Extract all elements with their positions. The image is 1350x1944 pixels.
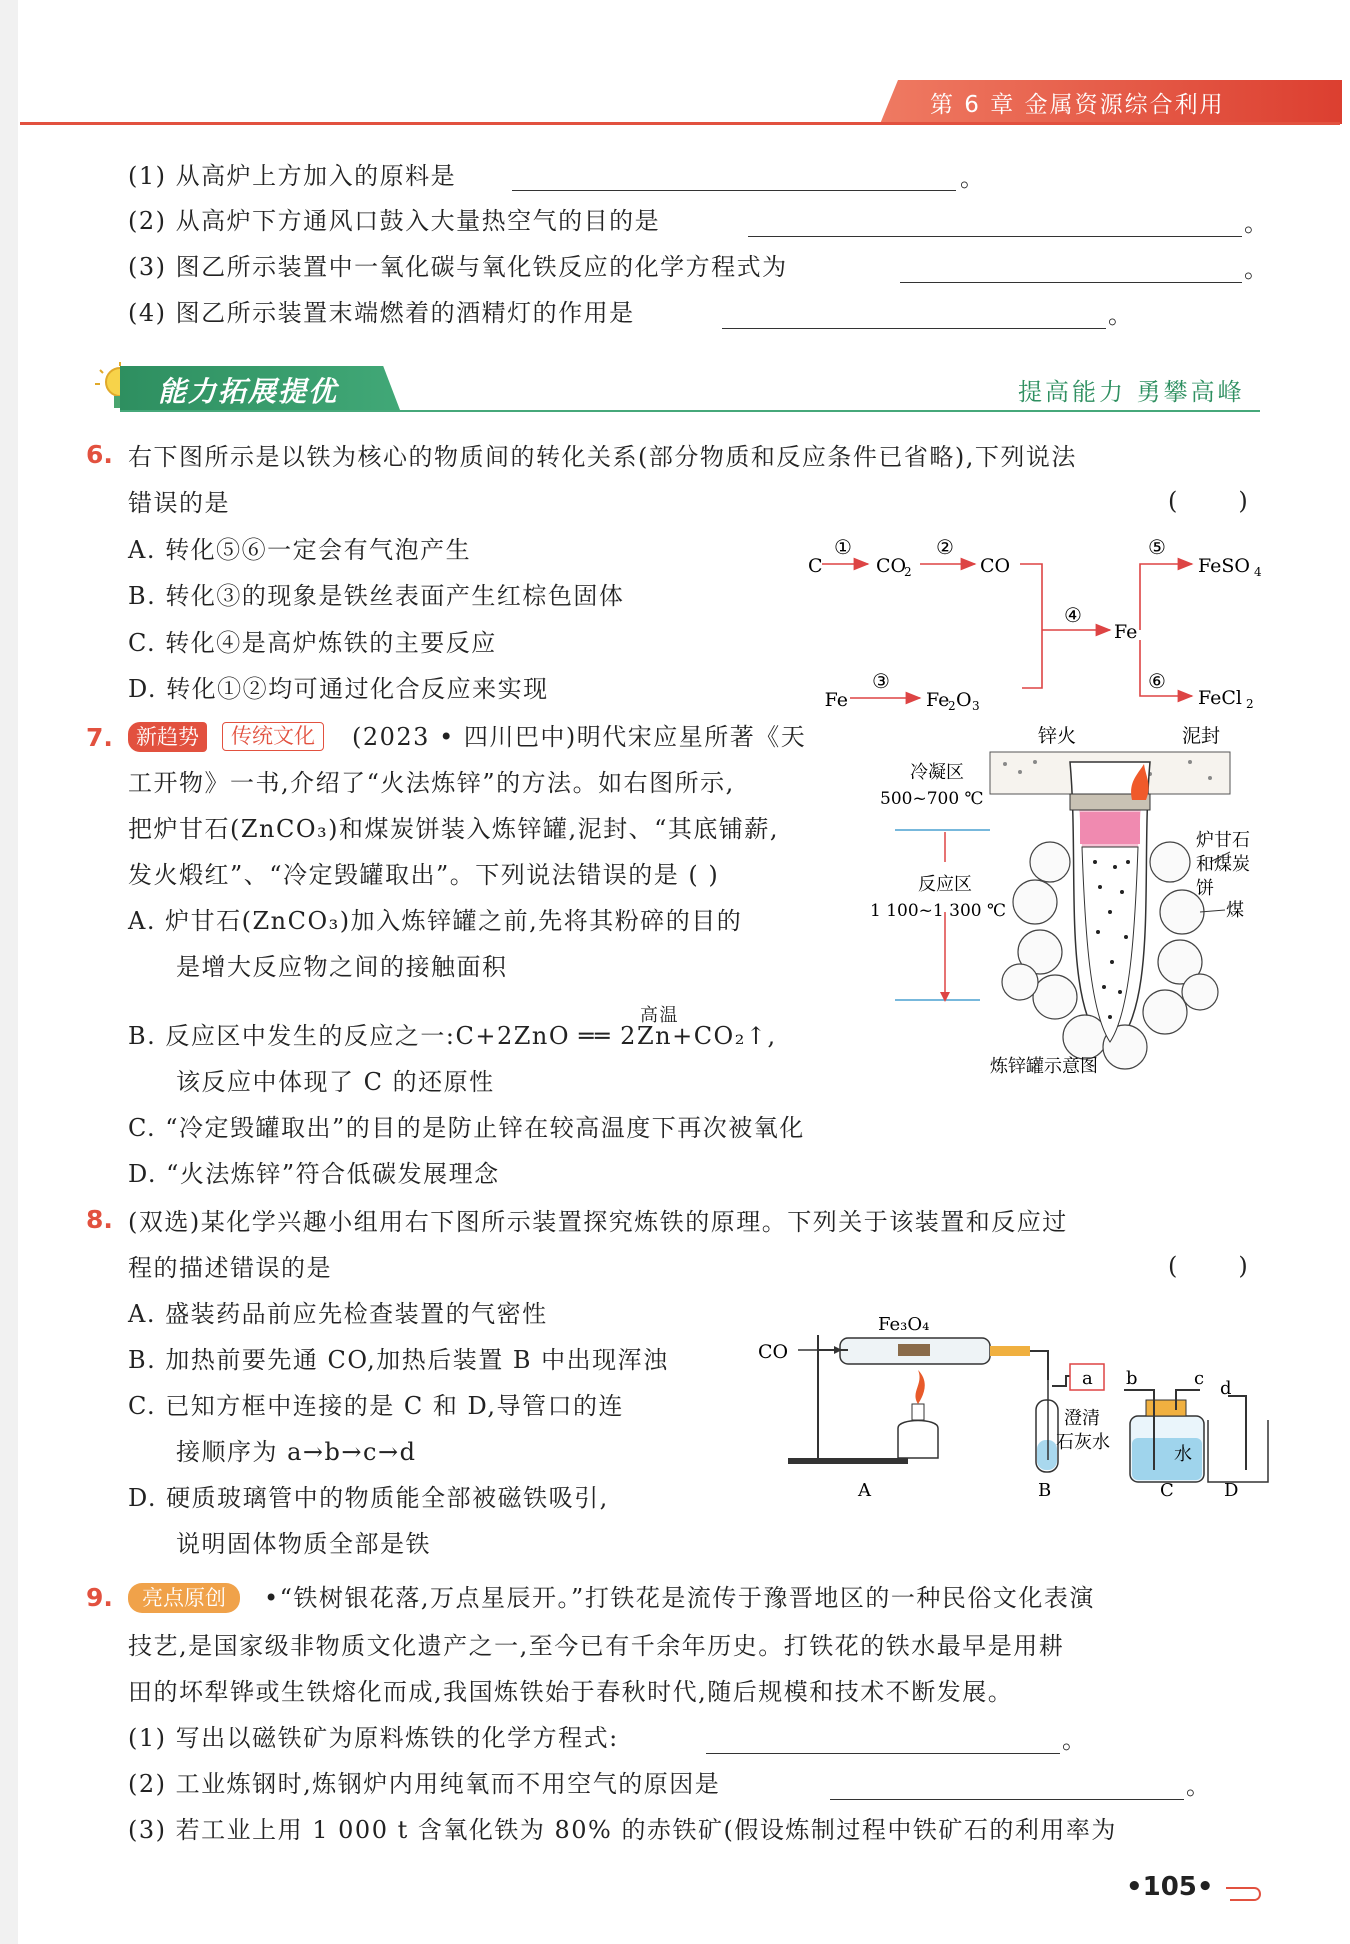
- section-rule: [120, 410, 1260, 412]
- diag-c: C: [808, 555, 823, 577]
- q9-end2: 。: [1186, 1772, 1212, 1800]
- q7-option-c[interactable]: C. “冷定毁罐取出”的目的是防止锌在较高温度下再次被氧化: [128, 1114, 805, 1142]
- q8-number: 8.: [86, 1205, 113, 1234]
- q6-option-c[interactable]: C. 转化④是高炉炼铁的主要反应: [128, 629, 497, 657]
- diag-n1: ①: [834, 535, 852, 559]
- fig7-zinc-fire: 锌火: [1038, 725, 1077, 747]
- diag-co2: CO: [876, 555, 907, 577]
- fig8-water: 水: [1174, 1444, 1192, 1465]
- q9-end1: 。: [1062, 1726, 1088, 1754]
- q9-sub2: (2) 工业炼钢时,炼钢炉内用纯氧而不用空气的原因是: [128, 1770, 721, 1798]
- q6-option-b[interactable]: B. 转化③的现象是铁丝表面产生红棕色固体: [128, 582, 625, 610]
- q5-sub2: (2) 从高炉下方通风口鼓入大量热空气的目的是: [128, 207, 661, 235]
- fig7-cond-temp: 500~700 ℃: [880, 789, 984, 809]
- q7-option-b-line1[interactable]: B. 反应区中发生的反应之一:C+2ZnO ══ 2Zn+CO₂↑,: [128, 1022, 777, 1050]
- page-number: •105•: [1126, 1872, 1214, 1902]
- fig8-label-b: B: [1038, 1480, 1052, 1501]
- fig7-cond-zone: 冷凝区: [910, 762, 964, 783]
- diag-fe2o3-sub1: 2: [948, 699, 956, 713]
- diag-co2-sub: 2: [904, 565, 912, 579]
- fig8-co: CO: [758, 1341, 789, 1363]
- fig8-label-d: D: [1224, 1480, 1239, 1501]
- diag-fe2o3-b: O: [956, 689, 972, 711]
- q8-stem-line1: (双选)某化学兴趣小组用右下图所示装置探究炼铁的原理。下列关于该装置和反应过: [128, 1208, 1068, 1236]
- fig7-coal: 煤: [1226, 900, 1244, 921]
- fig8-port-c: c: [1194, 1368, 1205, 1389]
- fig7-ore-line2: 和煤炭: [1196, 854, 1250, 875]
- diag-feso4: FeSO: [1198, 555, 1250, 577]
- diag-n5: ⑤: [1148, 535, 1166, 559]
- fig7-caption: 炼锌罐示意图: [990, 1056, 1098, 1077]
- q7-option-a-line2: 是增大反应物之间的接触面积: [176, 953, 508, 981]
- diag-feso4-sub: 4: [1254, 565, 1262, 579]
- q5-sub4: (4) 图乙所示装置末端燃着的酒精灯的作用是: [128, 299, 635, 327]
- q6-option-a[interactable]: A. 转化⑤⑥一定会有气泡产生: [128, 536, 472, 564]
- q8-answer-paren[interactable]: ( ): [1168, 1252, 1248, 1280]
- q7-stem-line1: (2023 • 四川巴中)明代宋应星所著《天: [352, 723, 807, 751]
- fig8-port-d: d: [1220, 1378, 1232, 1399]
- diag-fe-left: Fe: [824, 689, 848, 711]
- section-title: 能力拓展提优: [158, 375, 339, 408]
- diag-n2: ②: [936, 535, 954, 559]
- q5-blank2[interactable]: [748, 236, 1242, 237]
- q8-option-d-line2: 说明固体物质全部是铁: [176, 1530, 431, 1558]
- section-slogan: 提高能力 勇攀高峰: [1018, 378, 1245, 406]
- q6-stem-line1: 右下图所示是以铁为核心的物质间的转化关系(部分物质和反应条件已省略),下列说法: [128, 443, 1077, 471]
- q9-blank2[interactable]: [830, 1799, 1184, 1800]
- q7-number: 7.: [86, 723, 113, 752]
- q7-tag-trend: 新趋势: [128, 722, 207, 752]
- diag-fe2o3-sub2: 3: [972, 699, 980, 713]
- q9-blank1[interactable]: [706, 1753, 1060, 1754]
- q6-stem-line2: 错误的是: [128, 489, 230, 517]
- fig7-ore-line3: 饼: [1196, 878, 1214, 899]
- q8-option-a[interactable]: A. 盛装药品前应先检查装置的气密性: [128, 1300, 548, 1328]
- q7-stem-line4[interactable]: 发火煅红”、“冷定毁罐取出”。下列说法错误的是 ( ): [128, 861, 720, 889]
- q7-zinc-retort-figure: [870, 712, 1270, 1082]
- q7-tag-culture: 传统文化: [222, 722, 324, 751]
- diag-fecl2-sub: 2: [1246, 697, 1254, 711]
- q5-end4: 。: [1108, 301, 1134, 329]
- q9-number: 9.: [86, 1583, 113, 1612]
- q7-stem-line2: 工开物》一书,介绍了“火法炼锌”的方法。如右图所示,: [128, 769, 735, 797]
- q7-option-a-line1[interactable]: A. 炉甘石(ZnCO₃)加入炼锌罐之前,先将其粉碎的目的: [128, 907, 743, 935]
- q7-reaction-condition: 高温: [640, 1005, 679, 1026]
- fig8-label-a: A: [858, 1480, 871, 1501]
- q9-sub1: (1) 写出以磁铁矿为原料炼铁的化学方程式:: [128, 1724, 619, 1752]
- q9-tag-original: 亮点原创: [128, 1583, 240, 1613]
- fig7-react-zone: 反应区: [918, 874, 972, 895]
- fig8-port-b: b: [1126, 1368, 1138, 1389]
- fig7-react-temp: 1 100~1 300 ℃: [870, 901, 1006, 921]
- q8-apparatus-figure: [748, 1300, 1268, 1500]
- q5-blank1[interactable]: [512, 190, 956, 191]
- q6-answer-paren[interactable]: ( ): [1168, 487, 1248, 515]
- fig8-port-a: a: [1082, 1368, 1093, 1389]
- page-decoration-icon: [1224, 1880, 1264, 1904]
- q9-stem-line3: 田的坏犁铧或生铁熔化而成,我国炼铁始于春秋时代,随后规模和技术不断发展。: [128, 1678, 1014, 1706]
- fig7-ore-line1: 炉甘石: [1196, 830, 1250, 851]
- q5-end2: 。: [1244, 209, 1270, 237]
- q6-number: 6.: [86, 440, 113, 469]
- q5-blank4[interactable]: [722, 328, 1106, 329]
- chapter-title: 第 6 章 金属资源综合利用: [930, 92, 1225, 118]
- q9-stem-line1: •“铁树银花落,万点星辰开。”打铁花是流传于豫晋地区的一种民俗文化表演: [264, 1584, 1095, 1612]
- q9-stem-line2: 技艺,是国家级非物质文化遗产之一,至今已有千余年历史。打铁花的铁水最早是用耕: [128, 1632, 1065, 1660]
- q8-option-c-line1[interactable]: C. 已知方框中连接的是 C 和 D,导管口的连: [128, 1392, 625, 1420]
- q6-conversion-diagram: [800, 528, 1260, 718]
- diag-fecl2: FeCl: [1198, 687, 1243, 709]
- diag-fe-center: Fe: [1114, 621, 1138, 643]
- diag-n3: ③: [872, 669, 890, 693]
- q5-sub3: (3) 图乙所示装置中一氧化碳与氧化铁反应的化学方程式为: [128, 253, 788, 281]
- q6-option-d[interactable]: D. 转化①②均可通过化合反应来实现: [128, 675, 549, 703]
- q5-end1: 。: [960, 164, 986, 192]
- fig8-lime-line2: 石灰水: [1056, 1432, 1110, 1453]
- fig8-lime-line1: 澄清: [1064, 1408, 1100, 1429]
- diag-n6: ⑥: [1148, 669, 1166, 693]
- q5-sub1: (1) 从高炉上方加入的原料是: [128, 162, 457, 190]
- diag-n4: ④: [1064, 603, 1082, 627]
- diag-co: CO: [980, 555, 1011, 577]
- q9-sub3: (3) 若工业上用 1 000 t 含氧化铁为 80% 的赤铁矿(假设炼制过程中铁矿石的利用率为: [128, 1816, 1117, 1844]
- header-rule: [20, 122, 1340, 125]
- q5-end3: 。: [1244, 255, 1270, 283]
- fig7-mud-seal: 泥封: [1182, 725, 1221, 747]
- q8-option-c-line2: 接顺序为 a→b→c→d: [176, 1438, 417, 1466]
- q7-option-b-line2: 该反应中体现了 C 的还原性: [176, 1068, 495, 1096]
- q8-option-d-line1[interactable]: D. 硬质玻璃管中的物质能全部被磁铁吸引,: [128, 1484, 609, 1512]
- page-edge: [0, 0, 18, 1944]
- fig8-fe3o4: Fe₃O₄: [878, 1314, 930, 1335]
- fig8-label-c: C: [1160, 1480, 1174, 1501]
- q8-option-b[interactable]: B. 加热前要先通 CO,加热后装置 B 中出现浑浊: [128, 1346, 669, 1374]
- q7-stem-line3: 把炉甘石(ZnCO₃)和煤炭饼装入炼锌罐,泥封、“其底铺薪,: [128, 815, 780, 843]
- q7-option-d[interactable]: D. “火法炼锌”符合低碳发展理念: [128, 1160, 500, 1188]
- q5-blank3[interactable]: [900, 282, 1242, 283]
- diag-fe2o3-a: Fe: [926, 689, 950, 711]
- q8-stem-line2: 程的描述错误的是: [128, 1254, 332, 1282]
